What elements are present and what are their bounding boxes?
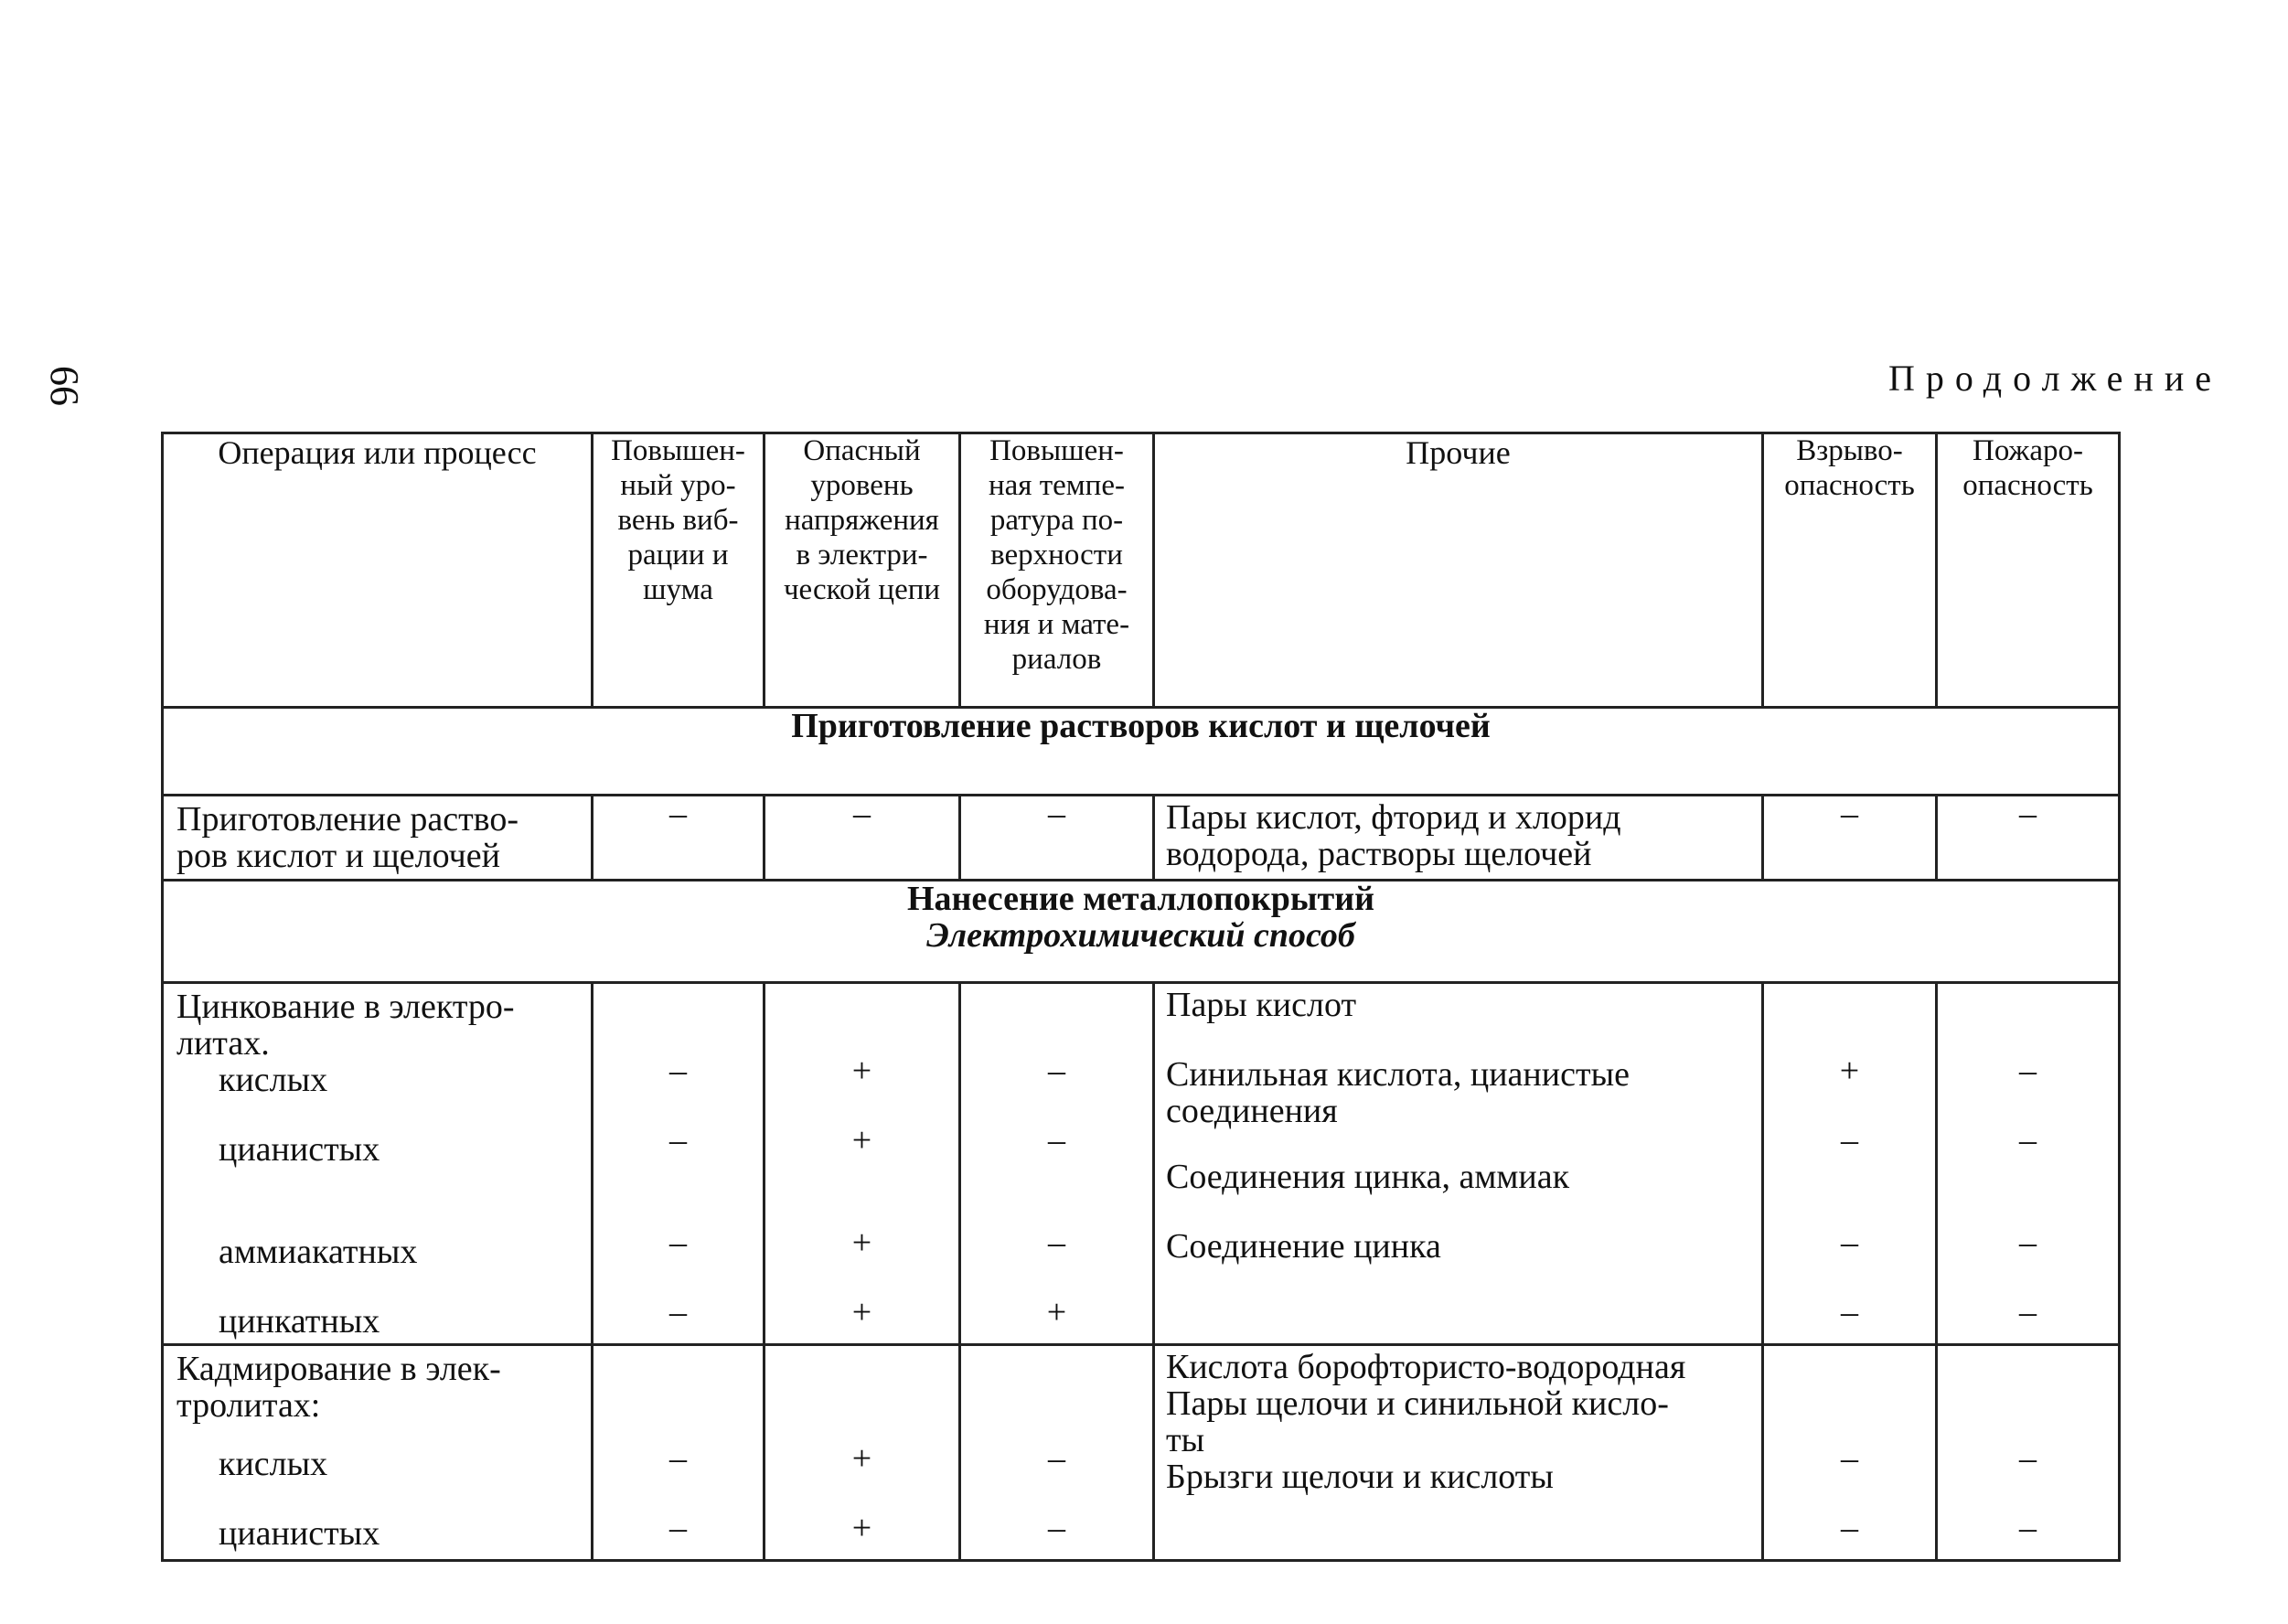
sub-operation: кислых xyxy=(219,1445,328,1484)
table-row xyxy=(163,796,2120,881)
section-row-coatings xyxy=(163,880,2120,982)
continuation-label: Продолжение xyxy=(1888,358,2222,399)
other-text: Соединения цинка, аммиак xyxy=(1166,1157,1570,1196)
other-text: Пары кислот xyxy=(1166,985,1357,1024)
temperature-cell xyxy=(960,982,1154,1345)
zinc-block-row xyxy=(163,982,2120,1345)
fire-mark: – xyxy=(2019,795,2037,833)
header-explosion: Взрыво- опасность xyxy=(1763,433,1937,708)
other-cell: Пары кислот, фторид и хлорид водорода, растворы щелочей xyxy=(1154,796,1763,881)
explosion-mark: – xyxy=(1841,1120,1858,1159)
explosion-mark: – xyxy=(1841,1292,1858,1331)
other-text: Брызги щелочи и кислоты xyxy=(1166,1458,1554,1497)
sub-operation: цианистых xyxy=(219,1129,380,1169)
voltage-mark: + xyxy=(851,1223,872,1262)
voltage-mark: + xyxy=(851,1439,872,1479)
vibration-cell xyxy=(593,982,764,1345)
page-number: 66 xyxy=(42,366,87,406)
header-voltage: Опасный уровень напряжения в электри- ческой цепи xyxy=(764,433,960,708)
explosion-mark: – xyxy=(1841,1509,1858,1548)
temperature-mark: – xyxy=(1048,1051,1065,1090)
sub-operation: цианистых xyxy=(219,1514,380,1554)
other-cell xyxy=(1154,1345,1763,1561)
temperature-mark: – xyxy=(1048,1509,1065,1548)
hazard-table xyxy=(161,432,2121,1562)
operation-cell: Приготовление раство- ров кислот и щелочей xyxy=(163,796,593,881)
operation-cell xyxy=(163,982,593,1345)
sub-operation: аммиакатных xyxy=(219,1232,418,1271)
voltage-mark: + xyxy=(851,1292,872,1331)
vibration-cell xyxy=(593,796,764,881)
voltage-mark: + xyxy=(851,1509,872,1548)
vibration-mark: – xyxy=(669,1509,687,1548)
vibration-mark: – xyxy=(669,1292,687,1331)
section-title: Приготовление растворов кислот и щелочей xyxy=(791,707,1491,745)
header-operation: Операция или процесс xyxy=(163,433,593,708)
voltage-cell xyxy=(764,982,960,1345)
other-cell xyxy=(1154,982,1763,1345)
operation-cell xyxy=(163,1345,593,1561)
vibration-mark: – xyxy=(669,1439,687,1479)
sub-operation: цинкатных xyxy=(219,1301,380,1341)
section-row-acids xyxy=(163,708,2120,796)
explosion-mark: + xyxy=(1839,1051,1860,1090)
fire-cell xyxy=(1937,796,2120,881)
explosion-mark: – xyxy=(1841,1223,1858,1262)
section-subtitle: Электрохимический способ xyxy=(926,915,1355,955)
vibration-mark: – xyxy=(669,1051,687,1090)
vibration-cell xyxy=(593,1345,764,1561)
temperature-mark: – xyxy=(1048,1223,1065,1262)
voltage-mark: + xyxy=(851,1120,872,1159)
header-vibration: Повышен- ный уро- вень виб- рации и шума xyxy=(593,433,764,708)
cadmium-block-row xyxy=(163,1345,2120,1561)
fire-cell xyxy=(1937,1345,2120,1561)
header-row xyxy=(163,433,2120,708)
explosion-cell xyxy=(1763,1345,1937,1561)
vibration-mark: – xyxy=(669,795,687,833)
voltage-mark: – xyxy=(853,795,871,833)
operation-title: Кадмирование в элек- тролитах: xyxy=(176,1350,501,1426)
fire-mark: – xyxy=(2019,1051,2037,1090)
fire-mark: – xyxy=(2019,1509,2037,1548)
section-title-cell xyxy=(163,880,2120,982)
explosion-mark: – xyxy=(1841,1439,1858,1479)
fire-mark: – xyxy=(2019,1223,2037,1262)
other-text: Пары щелочи и синильной кисло- ты xyxy=(1166,1384,1669,1460)
section-title-cell xyxy=(163,708,2120,796)
sub-operation: кислых xyxy=(219,1060,328,1099)
temperature-cell xyxy=(960,796,1154,881)
temperature-mark: – xyxy=(1048,1120,1065,1159)
header-fire: Пожаро- опасность xyxy=(1937,433,2120,708)
explosion-mark: – xyxy=(1841,795,1858,833)
explosion-cell xyxy=(1763,982,1937,1345)
voltage-cell xyxy=(764,796,960,881)
header-other: Прочие xyxy=(1154,433,1763,708)
temperature-mark: – xyxy=(1048,795,1065,833)
operation-title: Цинкование в электро- литах. xyxy=(176,987,515,1063)
other-text: Соединение цинка xyxy=(1166,1226,1441,1266)
header-temperature: Повышен- ная темпе- ратура по- верхности оборудова- ния и мате- риалов xyxy=(960,433,1154,708)
temperature-mark: – xyxy=(1048,1439,1065,1479)
voltage-mark: + xyxy=(851,1051,872,1090)
fire-mark: – xyxy=(2019,1439,2037,1479)
vibration-mark: – xyxy=(669,1120,687,1159)
temperature-cell xyxy=(960,1345,1154,1561)
other-text: Кислота борофтористо-водородная xyxy=(1166,1348,1686,1387)
section-title: Нанесение металлопокрытий xyxy=(906,879,1375,918)
fire-cell xyxy=(1937,982,2120,1345)
vibration-mark: – xyxy=(669,1223,687,1262)
other-text: Синильная кислота, цианистые соединения xyxy=(1166,1054,1630,1130)
explosion-cell xyxy=(1763,796,1937,881)
temperature-mark: + xyxy=(1046,1292,1067,1331)
fire-mark: – xyxy=(2019,1120,2037,1159)
fire-mark: – xyxy=(2019,1292,2037,1331)
voltage-cell xyxy=(764,1345,960,1561)
